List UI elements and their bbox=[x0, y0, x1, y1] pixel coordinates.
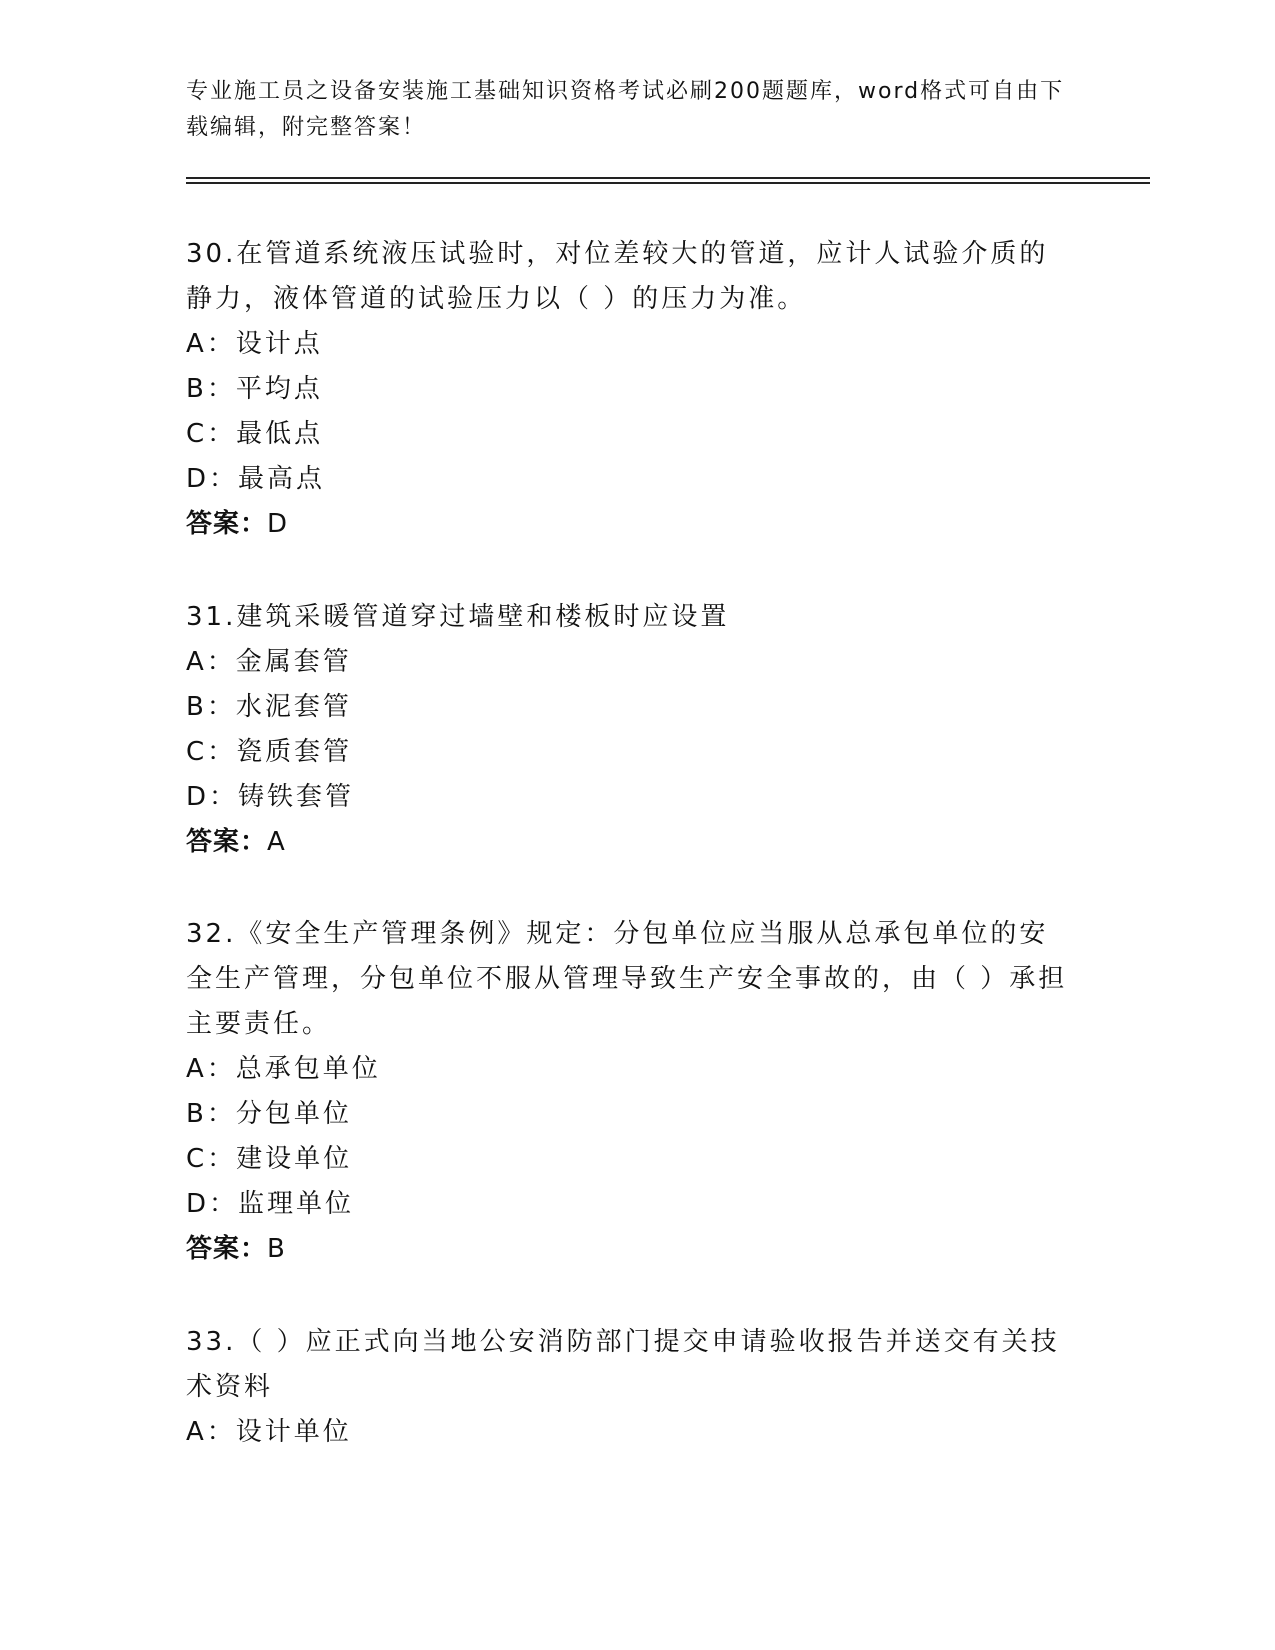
answer-value: B bbox=[267, 1234, 286, 1264]
question-33 bbox=[186, 1320, 1076, 1455]
option-b: B：平均点 bbox=[186, 374, 323, 404]
option-d: D：铸铁套管 bbox=[186, 782, 355, 812]
question-31 bbox=[186, 595, 1076, 865]
option-c: C：最低点 bbox=[186, 419, 324, 449]
answer-value: A bbox=[267, 827, 286, 857]
answer-label: 答案： bbox=[186, 509, 268, 539]
header-divider-bottom bbox=[186, 182, 1150, 184]
answer-line bbox=[186, 820, 1076, 865]
option-a: A：总承包单位 bbox=[186, 1054, 381, 1084]
option-b: B：分包单位 bbox=[186, 1099, 352, 1129]
option-d: D：最高点 bbox=[186, 464, 326, 494]
answer-line bbox=[186, 1227, 1076, 1272]
document-header: 专业施工员之设备安装施工基础知识资格考试必刷200题题库，word格式可自由下载编辑，附完整答案！ bbox=[186, 79, 1065, 140]
question-stem: 32.《安全生产管理条例》规定：分包单位应当服从总承包单位的安全生产管理，分包单位不服从管理导致生产安全事故的，由（ ）承担主要责任。 bbox=[186, 919, 1068, 1039]
answer-label: 答案： bbox=[186, 827, 268, 857]
question-stem: 30.在管道系统液压试验时，对位差较大的管道，应计人试验介质的静力，液体管道的试验压力以（ ）的压力为准。 bbox=[186, 239, 1049, 314]
question-stem: 33.（ ）应正式向当地公安消防部门提交申请验收报告并送交有关技术资料 bbox=[186, 1327, 1060, 1402]
header-divider-top bbox=[186, 177, 1150, 179]
question-stem: 31.建筑采暖管道穿过墙壁和楼板时应设置 bbox=[186, 602, 730, 632]
option-c: C：瓷质套管 bbox=[186, 737, 353, 767]
answer-label: 答案： bbox=[186, 1234, 268, 1264]
option-c: C：建设单位 bbox=[186, 1144, 353, 1174]
question-32 bbox=[186, 912, 1076, 1272]
answer-value: D bbox=[267, 509, 289, 539]
option-a: A：金属套管 bbox=[186, 647, 352, 677]
option-a: A：设计单位 bbox=[186, 1417, 352, 1447]
answer-line bbox=[186, 502, 1076, 547]
option-d: D：监理单位 bbox=[186, 1189, 355, 1219]
option-a: A：设计点 bbox=[186, 329, 323, 359]
option-b: B：水泥套管 bbox=[186, 692, 352, 722]
question-30 bbox=[186, 232, 1076, 547]
